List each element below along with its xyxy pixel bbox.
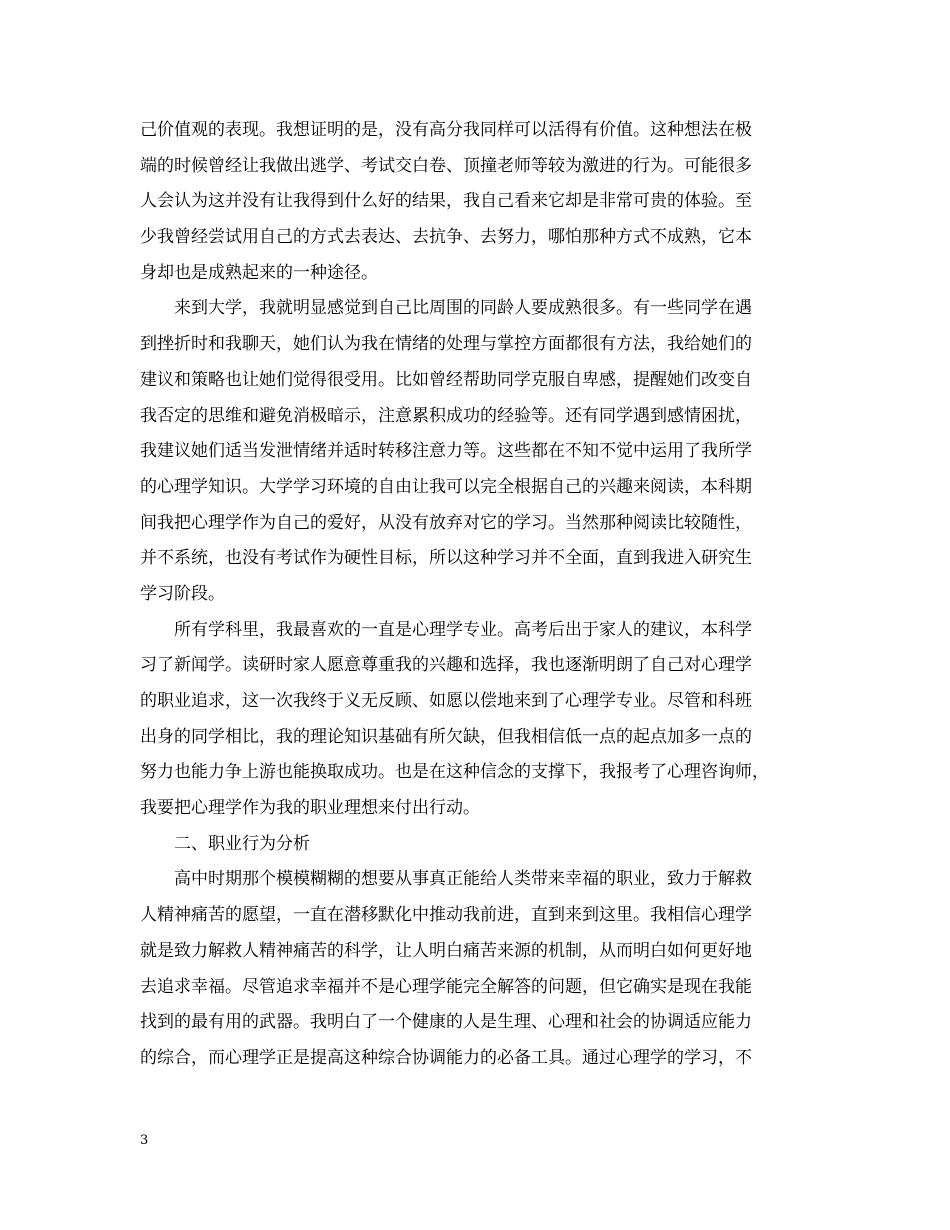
text-line: 我建议她们适当发泄情绪并适时转移注意力等。这些都在不知不觉中运用了我所学 (140, 441, 752, 462)
text-line: 到挫折时和我聊天，她们认为我在情绪的处理与掌控方面都很有方法，我给她们的 (140, 334, 752, 355)
paragraph-first-line: 来到大学，我就明显感觉到自己比周围的同龄人要成熟很多。有一些同学在遇 (174, 298, 752, 319)
document-body (140, 113, 820, 1077)
text-line: 建议和策略也让她们觉得很受用。比如曾经帮助同学克服自卑感，提醒她们改变自 (140, 369, 752, 390)
text-line: 学习阶段。 (140, 583, 225, 604)
text-line: 的职业追求，这一次我终于义无反顾、如愿以偿地来到了心理学专业。尽管和科班 (140, 691, 752, 711)
text-line: 己价值观的表现。我想证明的是，没有高分我同样可以活得有价值。这种想法在极 (140, 120, 752, 140)
paragraph-first-line: 所有学科里，我最喜欢的一直是心理学专业。高考后出于家人的建议，本科学 (174, 619, 752, 640)
text-line: 找到的最有用的武器。我明白了一个健康的人是生理、心理和社会的协调适应能力 (140, 1012, 752, 1033)
text-line: 我否定的思维和避免消极暗示，注意累积成功的经验等。还有同学遇到感情困扰， (140, 405, 752, 426)
text-line: 端的时候曾经让我做出逃学、考试交白卷、顶撞老师等较为激进的行为。可能很多 (140, 155, 752, 176)
text-line: 努力也能力争上游也能换取成功。也是在这种信念的支撑下，我报考了心理咨询师， (140, 762, 769, 783)
text-line: 的心理学知识。大学学习环境的自由让我可以完全根据自己的兴趣来阅读，本科期 (140, 476, 752, 497)
text-line: 间我把心理学作为自己的爱好，从没有放弃对它的学习。当然那种阅读比较随性， (140, 512, 752, 533)
text-line: 我要把心理学作为我的职业理想来付出行动。 (140, 798, 480, 819)
page-number: 3 (140, 1133, 149, 1148)
section-heading: 二、职业行为分析 (174, 833, 310, 854)
text-line: 就是致力解救人精神痛苦的科学，让人明白痛苦来源的机制，从而明白如何更好地 (140, 940, 752, 961)
text-line: 人精神痛苦的愿望，一直在潜移默化中推动我前进，直到来到这里。我相信心理学 (140, 905, 752, 926)
text-line: 人会认为这并没有让我得到什么好的结果，我自己看来它却是非常可贵的体验。至 (140, 191, 752, 212)
text-line: 习了新闻学。读研时家人愿意尊重我的兴趣和选择，我也逐渐明朗了自己对心理学 (140, 655, 752, 676)
text-line: 并不系统，也没有考试作为硬性目标，所以这种学习并不全面，直到我进入研究生 (140, 548, 752, 569)
text-line: 少我曾经尝试用自己的方式去表达、去抗争、去努力，哪怕那种方式不成熟，它本 (140, 227, 752, 248)
text-line: 去追求幸福。尽管追求幸福并不是心理学能完全解答的问题，但它确实是现在我能 (140, 976, 752, 997)
text-line: 身却也是成熟起来的一种途径。 (140, 262, 378, 283)
paragraph-first-line: 高中时期那个模模糊糊的想要从事真正能给人类带来幸福的职业，致力于解救 (174, 869, 752, 890)
text-line: 的综合，而心理学正是提高这种综合协调能力的必备工具。通过心理学的学习，不 (140, 1047, 752, 1068)
text-line: 出身的同学相比，我的理论知识基础有所欠缺，但我相信低一点的起点加多一点的 (140, 726, 752, 747)
